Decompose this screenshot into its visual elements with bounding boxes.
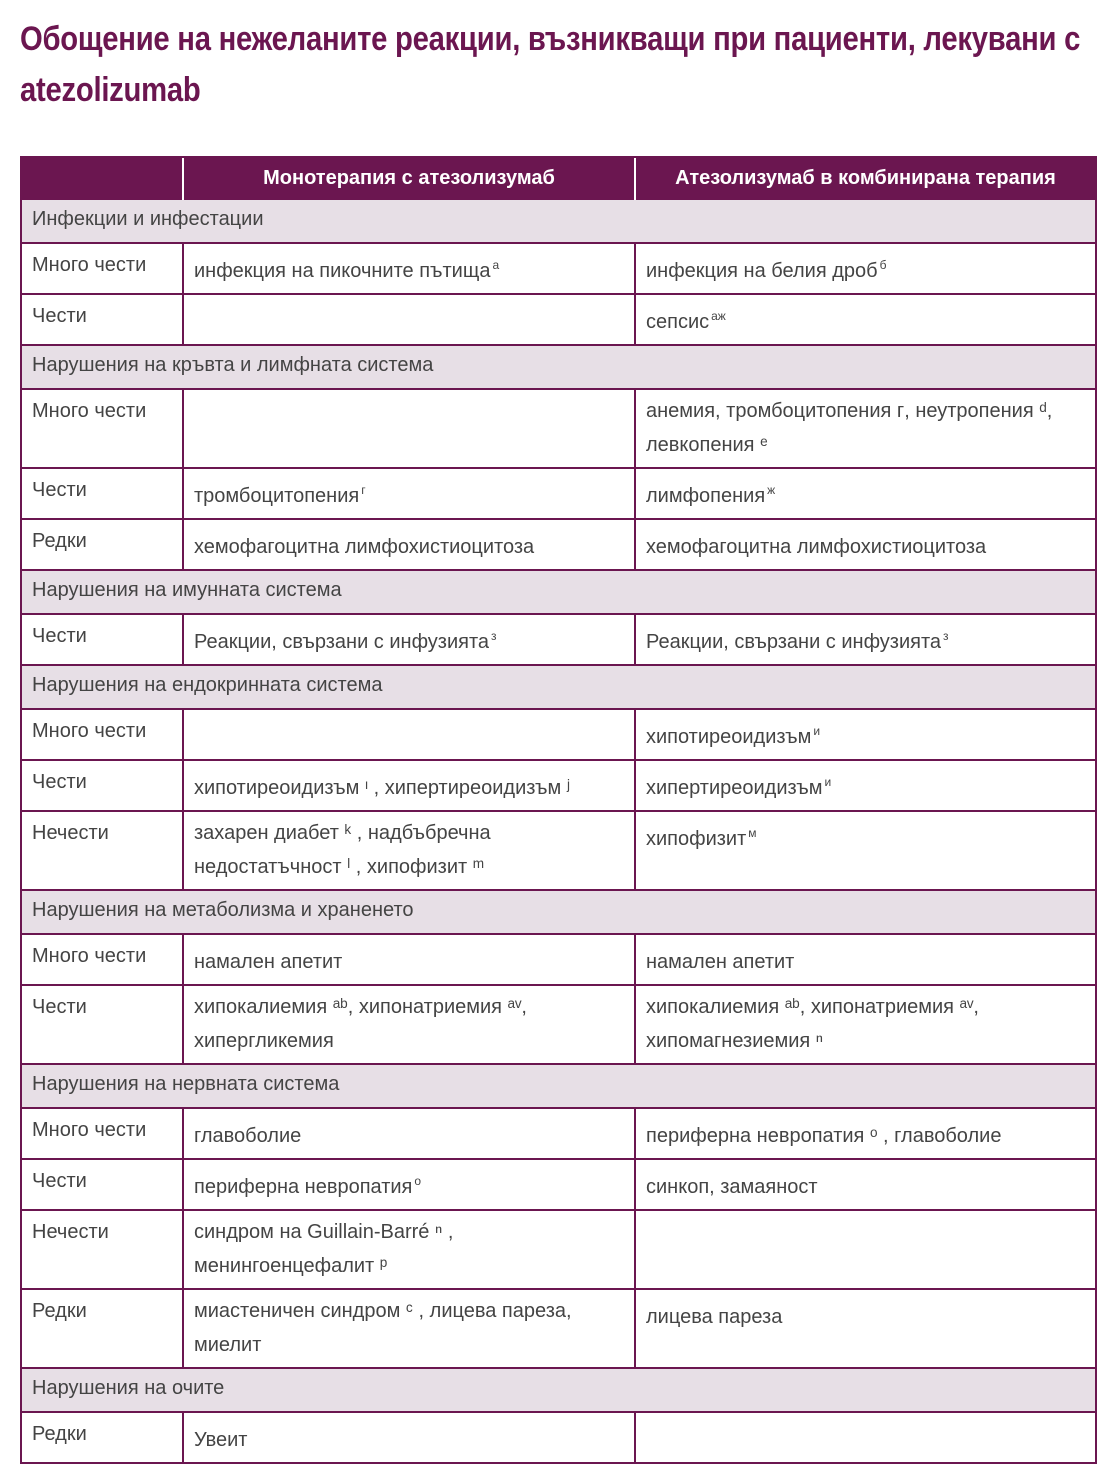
combination-cell (635, 709, 1096, 760)
category-row (21, 1064, 1096, 1108)
monotherapy-cell-text: хемофагоцитна лимфохистиоцитоза (194, 536, 535, 558)
category-label: Инфекции и инфестации (21, 199, 1096, 243)
monotherapy-cell-text: хипокалиемия ᵃᵇ, хипонатриемия ᵃᵛ, хипергликемия (194, 996, 527, 1052)
combination-cell (635, 294, 1096, 345)
frequency-cell (21, 1108, 183, 1159)
category-row (21, 199, 1096, 243)
category-row (21, 890, 1096, 934)
table-body (21, 199, 1096, 1463)
monotherapy-cell (183, 1159, 635, 1210)
table-row (21, 243, 1096, 294)
page-title: Обощение на нежеланите реакции, възникващи при пациенти, лекувани с atezolizumab (20, 20, 1081, 109)
monotherapy-cell-text: захарен диабет ᵏ , надбъбречна недостатъчност ˡ , хипофизит ᵐ (194, 822, 491, 878)
footnote-marker: о (414, 1174, 422, 1188)
frequency-cell-text: Много чести (32, 400, 147, 422)
frequency-cell-text: Редки (32, 1300, 87, 1322)
combination-cell-text: хипокалиемия ᵃᵇ, хипонатриемия ᵃᵛ, хипомагнезиемия ⁿ (646, 996, 979, 1052)
monotherapy-cell (183, 709, 635, 760)
frequency-cell (21, 1289, 183, 1368)
table-row (21, 1210, 1096, 1289)
table-row (21, 1108, 1096, 1159)
category-label: Нарушения на нервната система (21, 1064, 1096, 1108)
monotherapy-cell (183, 1412, 635, 1463)
frequency-cell-text: Редки (32, 530, 87, 552)
monotherapy-cell-text: Реакции, свързани с инфузията (194, 631, 490, 653)
table-row (21, 294, 1096, 345)
monotherapy-cell-text: Увеит (194, 1429, 248, 1451)
frequency-cell (21, 1159, 183, 1210)
frequency-cell (21, 709, 183, 760)
header-monotherapy: Монотерапия с атезолизумаб (183, 157, 635, 199)
frequency-cell (21, 1210, 183, 1289)
combination-cell (635, 1412, 1096, 1463)
table-row (21, 519, 1096, 570)
table-row (21, 709, 1096, 760)
monotherapy-cell-text: тромбоцитопения (194, 485, 360, 507)
frequency-cell-text: Много чести (32, 720, 147, 742)
frequency-cell (21, 243, 183, 294)
category-row (21, 345, 1096, 389)
table-row (21, 1412, 1096, 1463)
table-row (21, 1159, 1096, 1210)
frequency-cell (21, 389, 183, 468)
monotherapy-cell-text: миастеничен синдром ᶜ , лицева пареза, миелит (194, 1300, 572, 1356)
table-row (21, 985, 1096, 1064)
table-row (21, 389, 1096, 468)
combination-cell (635, 519, 1096, 570)
category-label: Нарушения на метаболизма и храненето (21, 890, 1096, 934)
combination-cell (635, 1108, 1096, 1159)
combination-cell (635, 1289, 1096, 1368)
frequency-cell-text: Много чести (32, 1119, 147, 1141)
monotherapy-cell (183, 614, 635, 665)
combination-cell-text: периферна невропатия ᵒ , главоболие (646, 1125, 1002, 1147)
frequency-cell (21, 1412, 183, 1463)
monotherapy-cell-text: синдром на Guillain-Barré ⁿ , менингоенцефалит ᵖ (194, 1221, 454, 1277)
footnote-marker: аж (711, 309, 726, 323)
category-label: Нарушения на кръвта и лимфната система (21, 345, 1096, 389)
frequency-cell (21, 519, 183, 570)
combination-cell (635, 760, 1096, 811)
monotherapy-cell (183, 1108, 635, 1159)
monotherapy-cell (183, 468, 635, 519)
monotherapy-cell (183, 1210, 635, 1289)
monotherapy-cell (183, 243, 635, 294)
monotherapy-cell-text: намален апетит (194, 951, 343, 973)
combination-cell-text: лицева пареза (646, 1306, 783, 1328)
monotherapy-cell (183, 811, 635, 890)
footnote-marker: з (943, 629, 949, 643)
monotherapy-cell (183, 294, 635, 345)
table-row (21, 468, 1096, 519)
category-row (21, 1368, 1096, 1412)
combination-cell-text: хипотиреоидизъм (646, 726, 812, 748)
category-label: Нарушения на имунната система (21, 570, 1096, 614)
frequency-cell-text: Чести (32, 1170, 87, 1192)
table-header-row (21, 157, 1096, 199)
frequency-cell-text: Чести (32, 625, 87, 647)
category-row (21, 665, 1096, 709)
footnote-marker: и (813, 724, 821, 738)
frequency-cell (21, 760, 183, 811)
monotherapy-cell (183, 389, 635, 468)
table-row (21, 760, 1096, 811)
adverse-reactions-table (20, 156, 1097, 1464)
header-combination: Атезолизумаб в комбинирана терапия (635, 157, 1096, 199)
monotherapy-cell (183, 519, 635, 570)
combination-cell (635, 468, 1096, 519)
combination-cell-text: хипофизит (646, 828, 747, 850)
combination-cell-text: намален апетит (646, 951, 795, 973)
monotherapy-cell-text: хипотиреоидизъм ᶦ , хипертиреоидизъм ʲ (194, 777, 570, 799)
combination-cell (635, 614, 1096, 665)
monotherapy-cell (183, 934, 635, 985)
frequency-cell-text: Редки (32, 1423, 87, 1445)
header-frequency (21, 157, 183, 199)
monotherapy-cell-text: периферна невропатия (194, 1176, 413, 1198)
frequency-cell-text: Чести (32, 771, 87, 793)
frequency-cell-text: Чести (32, 305, 87, 327)
combination-cell (635, 985, 1096, 1064)
category-label: Нарушения на ендокринната система (21, 665, 1096, 709)
footnote-marker: ж (767, 483, 776, 497)
monotherapy-cell (183, 1289, 635, 1368)
monotherapy-cell (183, 985, 635, 1064)
frequency-cell (21, 294, 183, 345)
table-row (21, 811, 1096, 890)
footnote-marker: м (748, 826, 757, 840)
frequency-cell (21, 614, 183, 665)
combination-cell-text: инфекция на белия дроб (646, 260, 878, 282)
frequency-cell-text: Чести (32, 479, 87, 501)
footnote-marker: з (491, 629, 497, 643)
footnote-marker: б (879, 258, 887, 272)
footnote-marker: и (824, 775, 832, 789)
frequency-cell (21, 934, 183, 985)
combination-cell-text: лимфопения (646, 485, 766, 507)
frequency-cell-text: Чести (32, 996, 87, 1018)
combination-cell (635, 934, 1096, 985)
frequency-cell (21, 468, 183, 519)
combination-cell-text: Реакции, свързани с инфузията (646, 631, 942, 653)
table-row (21, 934, 1096, 985)
frequency-cell-text: Нечести (32, 822, 109, 844)
category-row (21, 570, 1096, 614)
combination-cell-text: сепсис (646, 311, 710, 333)
combination-cell (635, 1159, 1096, 1210)
combination-cell (635, 389, 1096, 468)
monotherapy-cell (183, 760, 635, 811)
combination-cell-text: хипертиреоидизъм (646, 777, 823, 799)
combination-cell (635, 1210, 1096, 1289)
category-label: Нарушения на очите (21, 1368, 1096, 1412)
combination-cell-text: анемия, тромбоцитопения ᴦ, неутропения ᵈ, левкопения ᵉ (646, 400, 1053, 456)
table-row (21, 1289, 1096, 1368)
footnote-marker: а (492, 258, 500, 272)
monotherapy-cell-text: главоболие (194, 1125, 302, 1147)
table-row (21, 614, 1096, 665)
frequency-cell-text: Нечести (32, 1221, 109, 1243)
frequency-cell (21, 811, 183, 890)
monotherapy-cell-text: инфекция на пикочните пътища (194, 260, 491, 282)
combination-cell-text: хемофагоцитна лимфохистиоцитоза (646, 536, 987, 558)
frequency-cell-text: Много чести (32, 254, 147, 276)
frequency-cell-text: Много чести (32, 945, 147, 967)
combination-cell (635, 243, 1096, 294)
footnote-marker: г (361, 483, 366, 497)
combination-cell (635, 811, 1096, 890)
frequency-cell (21, 985, 183, 1064)
combination-cell-text: синкоп, замаяност (646, 1176, 818, 1198)
